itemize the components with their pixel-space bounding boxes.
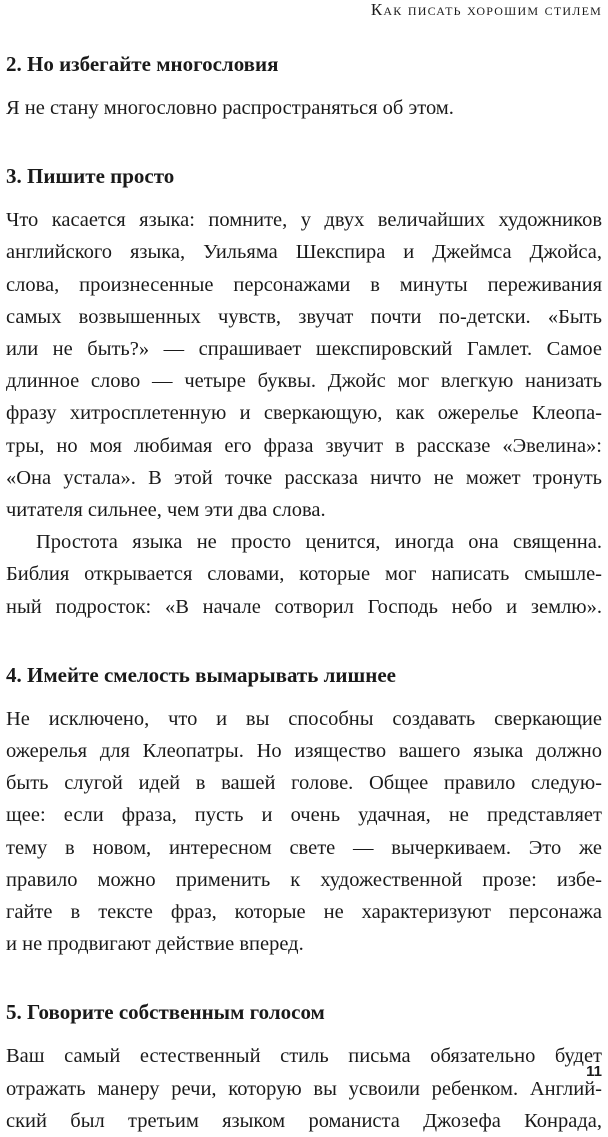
paragraph	[6, 92, 602, 124]
text-line: длинное слово — четыре буквы. Джойс мог влегкую нанизать	[6, 370, 602, 393]
text-line: Простота языка не просто ценится, иногда она священна.	[36, 531, 602, 554]
text-line: гайте в тексте фраз, которые не характеризуют персонажа	[6, 901, 602, 924]
text-line: «Она устала». В этой точке рассказа ничто не может тронуть	[6, 466, 602, 489]
section-heading: 4. Имейте смелость вымарывать лишнее	[6, 662, 396, 687]
text-line: английского языка, Уильяма Шекспира и Джеймса Джойса,	[6, 241, 602, 264]
running-head: Как писать хорошим стилем	[370, 0, 602, 19]
text-line: ный подросток: «В начале сотворил Господь небо и землю».	[6, 595, 602, 618]
text-line: Не исключено, что и вы способны создавать сверкающие	[6, 707, 602, 730]
text-line: Ваш самый естественный стиль письма обязательно будет	[6, 1045, 602, 1068]
page-number: 11	[586, 1063, 602, 1080]
text-line: ский был третьим языком романиста Джозефа Конрада,	[6, 1109, 602, 1132]
section-heading: 3. Пишите просто	[6, 164, 175, 189]
page-body	[6, 48, 602, 1137]
text-line: щее: если фраза, пусть и очень удачная, не представляет	[6, 804, 602, 827]
text-line: самых возвышенных чувств, звучат почти по-детски. «Быть	[6, 305, 602, 328]
text-line: быть слугой идей в вашей голове. Общее правило следую-	[6, 772, 602, 795]
text-line: отражать манеру речи, которую вы усвоили ребенком. Англий-	[6, 1077, 602, 1100]
paragraph	[6, 204, 602, 623]
text-line: слова, произнесенные персонажами в минуты переживания	[6, 273, 602, 296]
text-line: правило можно применить к художественной прозе: избе-	[6, 868, 602, 891]
paragraph	[6, 1040, 602, 1137]
text-line: Что касается языка: помните, у двух величайших художников	[6, 209, 602, 232]
section-heading: 5. Говорите собственным голосом	[6, 1000, 325, 1025]
text-line: тры, но моя любимая его фраза звучит в рассказе «Эвелина»:	[6, 434, 602, 457]
section-heading: 2. Но избегайте многословия	[6, 52, 279, 76]
paragraph	[6, 703, 602, 961]
text-line: или не быть?» — спрашивает шекспировский Гамлет. Самое	[6, 338, 602, 361]
text-line: читателя сильнее, чем эти два слова.	[6, 499, 326, 522]
text-line: фразу хитросплетенную и сверкающую, как ожерелье Клеопа-	[6, 402, 602, 425]
text-line: Библия открывается словами, которые мог написать смышле-	[6, 563, 602, 586]
text-line: тему в новом, интересном свете — вычеркиваем. Это же	[6, 836, 602, 859]
text-line: и не продвигают действие вперед.	[6, 933, 304, 956]
text-line: ожерелья для Клеопатры. Но изящество вашего языка должно	[6, 740, 602, 763]
text-line: Я не стану многословно распространяться об этом.	[6, 97, 454, 119]
